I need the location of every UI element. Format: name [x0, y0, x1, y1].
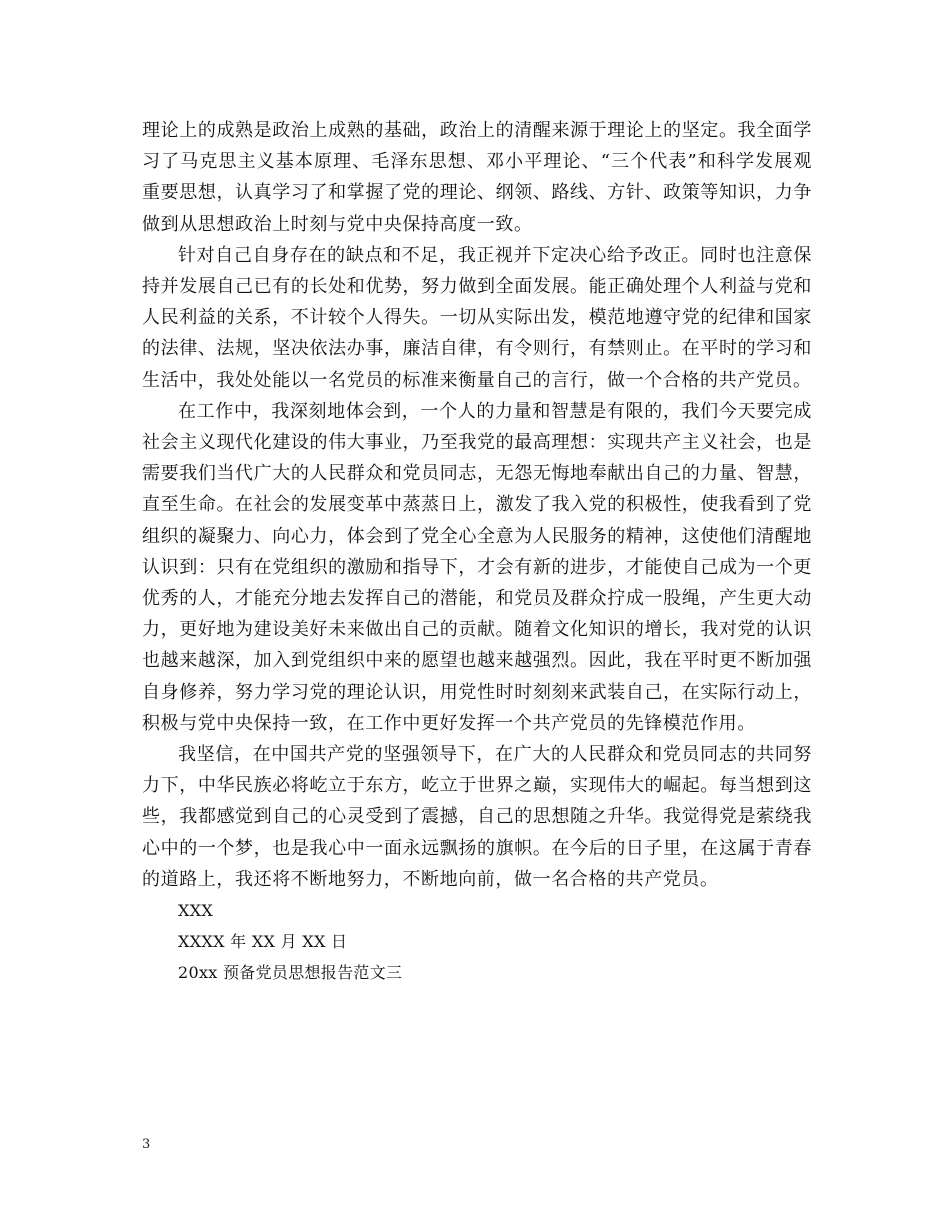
date-line: XXXX 年 XX 月 XX 日	[178, 932, 348, 952]
paragraph-4: 我坚信，在中国共产党的坚强领导下，在广大的人民群众和党员同志的共同努力下，中华民族必将屹立于东方，屹立于世界之巅，实现伟大的崛起。每当想到这些，我都感觉到自己的心灵受到了震撼，自己的思想随之升华。我觉得党是萦绕我心中的一个梦，也是我心中一面永远飘扬的旗帜。在今后的日子里，在这属于青春的道路上，我还将不断地努力，不断地向前，做一名合格的共产党员。	[142, 744, 812, 890]
document-body	[142, 115, 812, 989]
page-number: 3	[142, 1137, 151, 1152]
paragraph-1: 理论上的成熟是政治上成熟的基础，政治上的清醒来源于理论上的坚定。我全面学习了马克思主义基本原理、毛泽东思想、邓小平理论、“三个代表”和科学发展观重要思想，认真学习了和掌握了党的理论、纲领、路线、方针、政策等知识，力争做到从思想政治上时刻与党中央保持高度一致。	[142, 120, 812, 235]
paragraph-3: 在工作中，我深刻地体会到，一个人的力量和智慧是有限的，我们今天要完成社会主义现代化建设的伟大事业，乃至我党的最高理想：实现共产主义社会，也是需要我们当代广大的人民群众和党员同志，无怨无悔地奉献出自己的力量、智慧，直至生命。在社会的发展变革中蒸蒸日上，激发了我入党的积极性，使我看到了党组织的凝聚力、向心力，体会到了党全心全意为人民服务的精神，这使他们清醒地认识到：只有在党组织的激励和指导下，才会有新的进步，才能使自己成为一个更优秀的人，才能充分地去发挥自己的潜能，和党员及群众拧成一股绳，产生更大动力，更好地为建设美好未来做出自己的贡献。随着文化知识的增长，我对党的认识也越来越深，加入到党组织中来的愿望也越来越强烈。因此，我在平时更不断加强自身修养，努力学习党的理论认识，用党性时时刻刻来武装自己，在实际行动上，积极与党中央保持一致，在工作中更好发挥一个共产党员的先锋模范作用。	[142, 400, 812, 734]
signature: XXX	[178, 901, 214, 921]
next-section-heading: 20xx 预备党员思想报告范文三	[178, 963, 403, 983]
paragraph-2: 针对自己自身存在的缺点和不足，我正视并下定决心给予改正。同时也注意保持并发展自己已有的长处和优势，努力做到全面发展。能正确处理个人利益与党和人民利益的关系，不计较个人得失。一切从实际出发，模范地遵守党的纪律和国家的法律、法规，坚决依法办事，廉洁自律，有令则行，有禁则止。在平时的学习和生活中，我处处能以一名党员的标准来衡量自己的言行，做一个合格的共产党员。	[142, 244, 812, 391]
